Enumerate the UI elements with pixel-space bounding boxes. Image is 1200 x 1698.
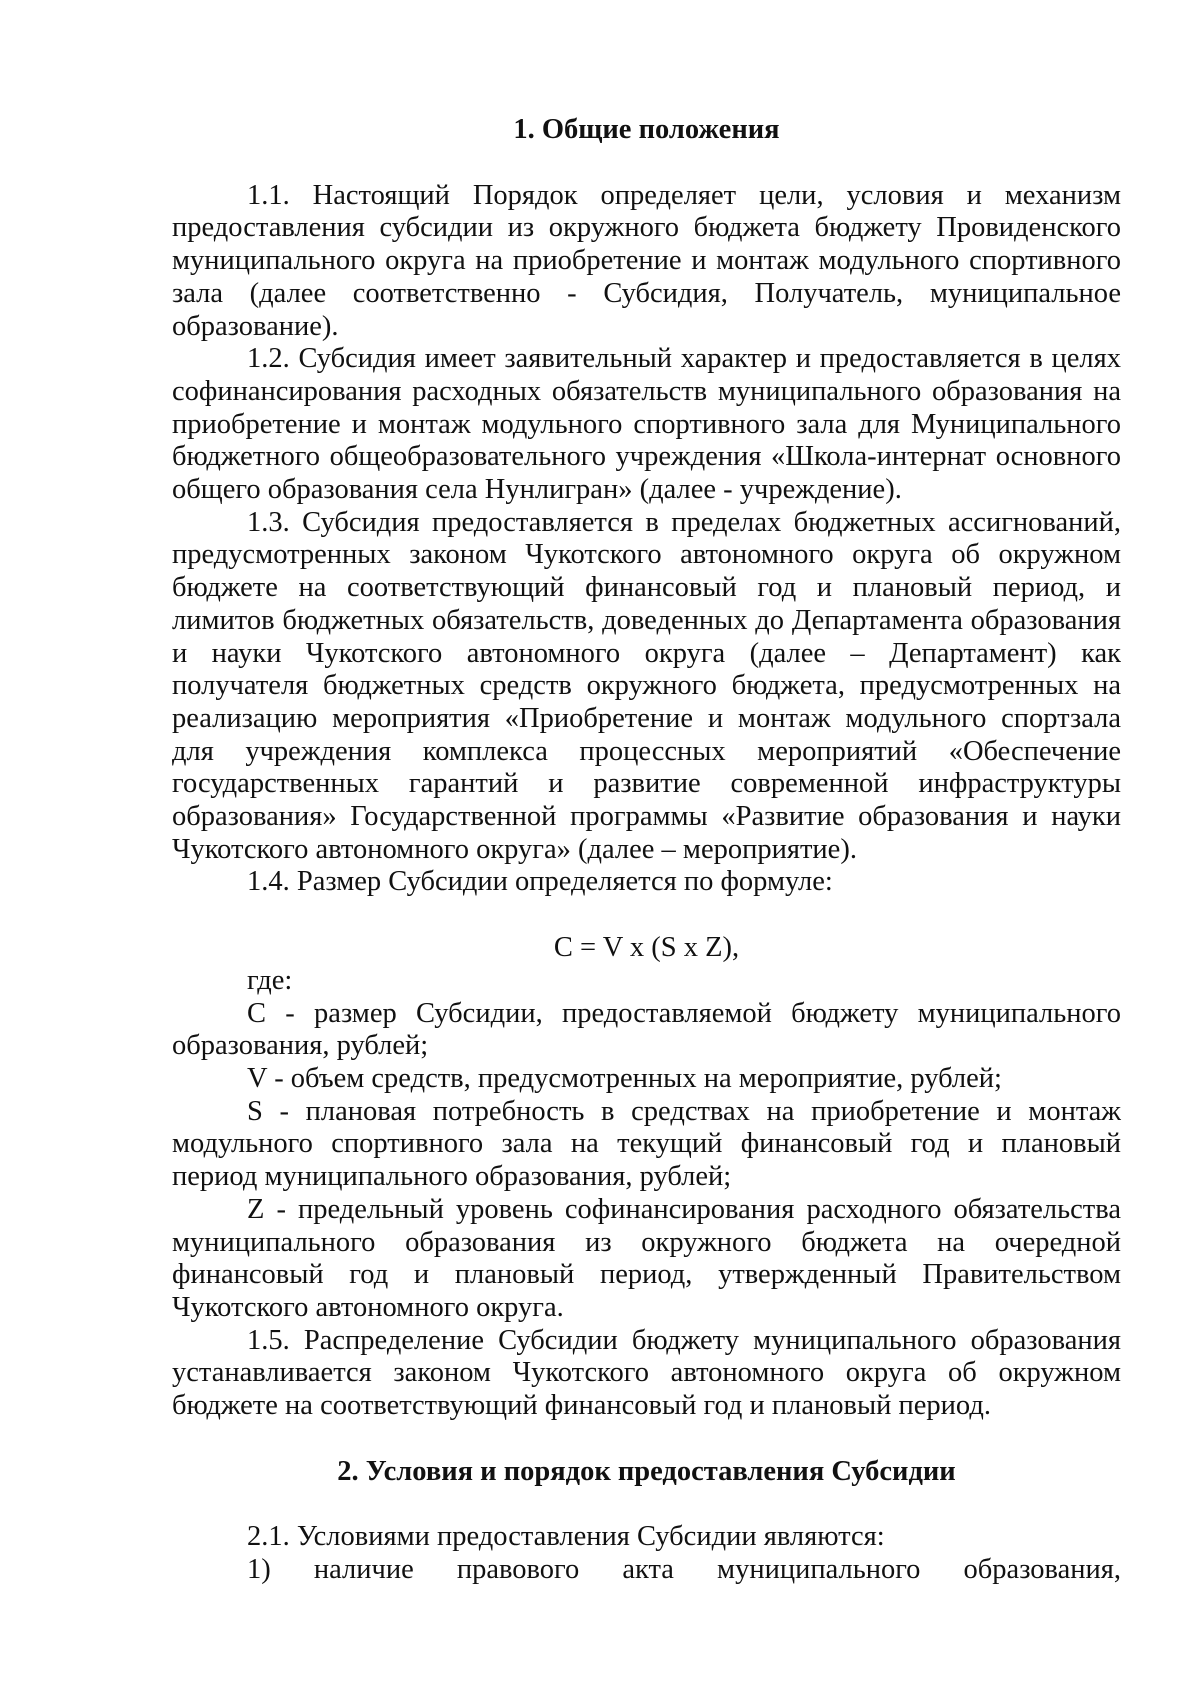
definition-c: C - размер Субсидии, предоставляемой бюджету муниципального образования, рублей; (172, 997, 1121, 1062)
subsidy-formula: C = V x (S x Z), (553, 932, 740, 964)
condition-item-1: 1) наличие правового акта муниципального образования, (247, 1554, 1121, 1586)
definition-v: V - объем средств, предусмотренных на мероприятие, рублей; (247, 1062, 1002, 1094)
paragraph-1-5: 1.5. Распределение Субсидии бюджету муниципального образования устанавливается законом Чукотского автономного округа об окружном бюджете на соответствующий финансовый год и плановый период. (172, 1324, 1121, 1422)
section-1-heading: 1. Общие положения (513, 114, 780, 145)
paragraph-1-3: 1.3. Субсидия предоставляется в пределах бюджетных ассигнований, предусмотренных законом Чукотского автономного округа об окружном бюджете на соответствующий финансовый год и плановый период, и лимитов бюджетных обязательств, доведенных до Департамента образования и науки Чукотского автономного округа (далее – Департамент) как получателя бюджетных средств окружного бюджета, предусмотренных на реализацию мероприятия «Приобретение и монтаж модульного спортзала для учреждения комплекса процессных мероприятий «Обеспечение государственных гарантий и развитие современной инфраструктуры образования» Государственной программы «Развитие образования и науки Чукотского автономного округа» (далее – мероприятие). (172, 506, 1121, 865)
paragraph-2-1: 2.1. Условиями предоставления Субсидии являются: (247, 1521, 885, 1553)
paragraph-1-4: 1.4. Размер Субсидии определяется по формуле: (247, 866, 833, 898)
document-body (172, 114, 1121, 1587)
formula-where-label: где: (247, 964, 293, 996)
section-2-heading: 2. Условия и порядок предоставления Субсидии (337, 1455, 956, 1487)
definition-s: S - плановая потребность в средствах на приобретение и монтаж модульного спортивного зала на текущий финансовый год и плановый период муниципального образования, рублей; (172, 1095, 1121, 1193)
definition-z: Z - предельный уровень софинансирования расходного обязательства муниципального образования из окружного бюджета на очередной финансовый год и плановый период, утвержденный Правительством Чукотского автономного округа. (172, 1193, 1121, 1323)
paragraph-1-1: 1.1. Настоящий Порядок определяет цели, условия и механизм предоставления субсидии из окружного бюджета бюджету Провиденского муниципального округа на приобретение и монтаж модульного спортивного зала (далее соответственно - Субсидия, Получатель, муниципальное образование). (172, 179, 1121, 342)
paragraph-1-2: 1.2. Субсидия имеет заявительный характер и предоставляется в целях софинансирования расходных обязательств муниципального образования на приобретение и монтаж модульного спортивного зала для Муниципального бюджетного общеобразовательного учреждения «Школа-интернат основного общего образования села Нунлигран» (далее - учреждение). (172, 343, 1121, 506)
